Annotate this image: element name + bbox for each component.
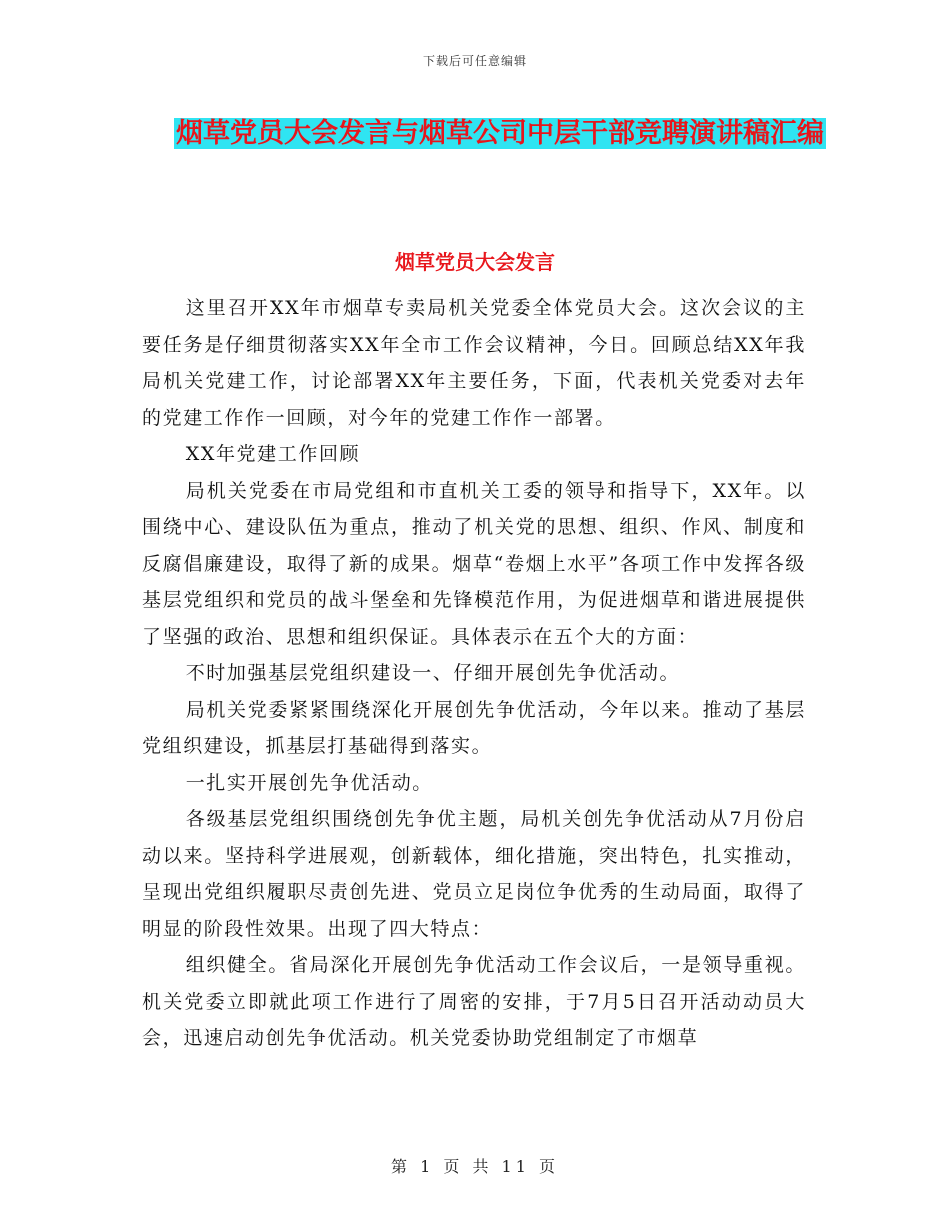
- paragraph: 不时加强基层党组织建设一、仔细开展创先争优活动。: [185, 662, 681, 684]
- section-title: 烟草党员大会发言: [395, 250, 555, 274]
- paragraph: 一扎实开展创先争优活动。: [185, 771, 433, 794]
- paragraph: XX年党建工作回顾: [185, 443, 361, 465]
- paragraph: 组织健全。省局深化开展创先争优活动工作会议后，一是领导重视。机关党委立即就此项工作进行了周密的安排，于7月5日召开活动动员大会，迅速启动创先争优活动。机关党委协助党组制定了市烟草: [142, 954, 806, 1049]
- document-title-highlight: 烟草党员大会发言与烟草公司中层干部竞聘演讲稿汇编: [176, 118, 824, 149]
- page-header-note: 下载后可任意编辑: [422, 54, 527, 68]
- paragraph: 局机关党委在市局党组和市直机关工委的领导和指导下，XX年。以围绕中心、建设队伍为重点，推动了机关党的思想、组织、作风、制度和反腐倡廉建设，取得了新的成果。烟草“卷烟上水平”各项工作中发挥各级基层党组织和党员的战斗堡垒和先锋模范作用，为促进烟草和谐进展提供了坚强的政治、思想和组织保证。具体表示在五个大的方面：: [142, 479, 806, 648]
- page-footer-number: 第 1 页 共 11 页: [391, 1157, 559, 1176]
- document-body: [142, 290, 806, 1057]
- paragraph: 局机关党委紧紧围绕深化开展创先争优活动，今年以来。推动了基层党组织建设，抓基层打基础得到落实。: [142, 698, 806, 757]
- document-title: [170, 108, 830, 160]
- paragraph: 各级基层党组织围绕创先争优主题，局机关创先争优活动从7月份启动以来。坚持科学进展观，创新载体，细化措施，突出特色，扎实推动，呈现出党组织履职尽责创先进、党员立足岗位争优秀的生动局面，取得了明显的阶段性效果。出现了四大特点：: [142, 808, 806, 940]
- paragraph: 这里召开XX年市烟草专卖局机关党委全体党员大会。这次会议的主要任务是仔细贯彻落实XX年全市工作会议精神，今日。回顾总结XX年我局机关党建工作，讨论部署XX年主要任务，下面，代表机关党委对去年的党建工作作一回顾，对今年的党建工作作一部署。: [142, 297, 806, 429]
